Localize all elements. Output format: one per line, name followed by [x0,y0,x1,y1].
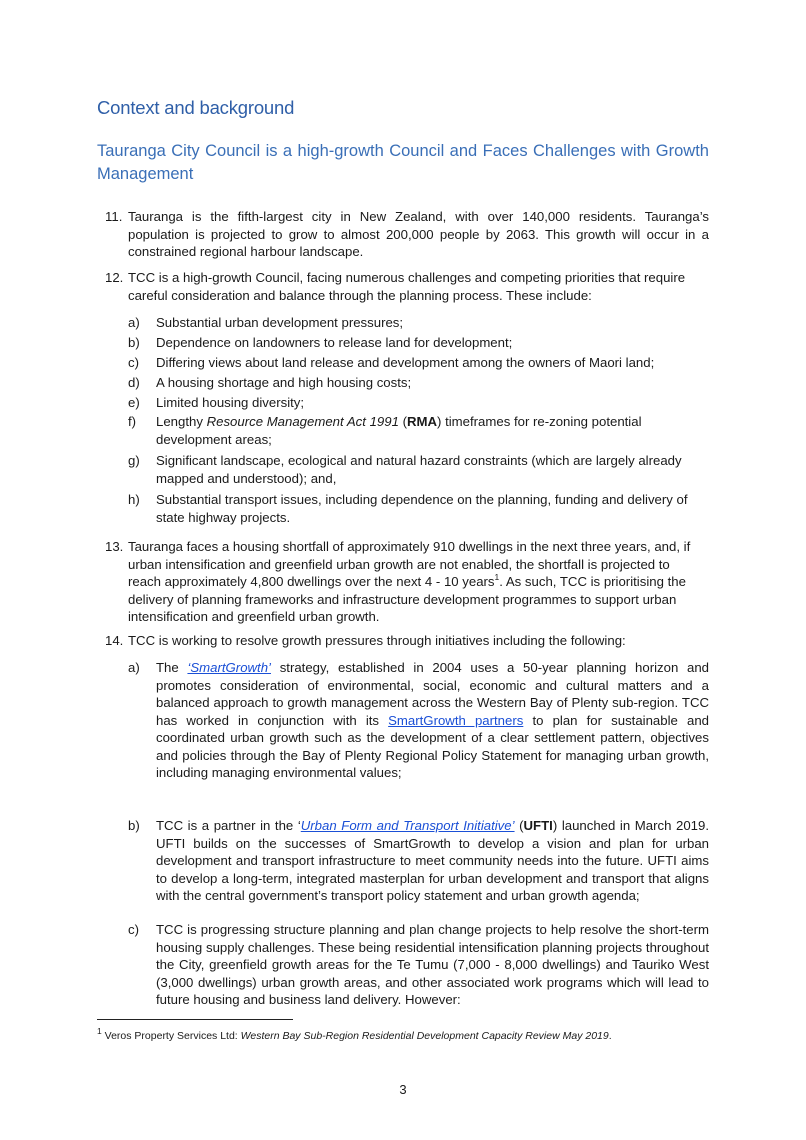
paragraph-text: TCC is a high-growth Council, facing numerous challenges and competing priorities that require careful consideration and balance through the planning process. These include: [128,270,686,303]
list-item-label: d) [128,375,140,390]
footnote [97,1025,612,1043]
paragraph-number: 14. [105,633,124,648]
list-item-label: e) [128,395,140,410]
ufti-abbreviation: UFTI [523,818,553,833]
text-run: . As such, TCC is prioritising the delivery of planning frameworks and infrastructure development programmes to support urban intensification and greenfield urban growth. [128,574,686,624]
list-item-text: Limited housing diversity; [156,395,305,410]
list-item-text: Significant landscape, ecological and natural hazard constraints (which are largely already mapped and understood); and, [156,453,682,486]
footnote-title: Western Bay Sub-Region Residential Development Capacity Review May 2019 [240,1030,609,1042]
list-item-text: Substantial transport issues, including dependence on the planning, funding and delivery of state highway projects. [156,492,688,525]
list-item-label: c) [128,355,139,370]
list-item-label: c) [128,922,139,937]
list-item-text: Substantial urban development pressures; [156,315,404,330]
paragraph-number: 12. [105,270,124,285]
list-item-label: h) [128,492,140,507]
list-item-text [156,659,709,782]
paragraph-number: 11. [105,209,123,224]
list-item-label: a) [128,315,140,330]
text-run: ( [514,818,524,833]
text-run: . [608,1030,612,1042]
list-item-label: b) [128,818,140,833]
footnote-source: Veros Property Services Ltd: [101,1030,241,1042]
smartgrowth-partners-link[interactable]: SmartGrowth partners [388,712,524,728]
paragraph-text: TCC is working to resolve growth pressures through initiatives including the following: [128,633,626,648]
footnote-separator [97,1019,293,1020]
list-item-text: Differing views about land release and development among the owners of Maori land; [156,355,655,370]
text-run: The [156,660,188,675]
text-run: Lengthy [156,414,207,429]
text-run: ) timeframes for re-zoning potential development areas; [156,414,642,447]
list-item-label: b) [128,335,140,350]
paragraph-number: 13. [105,539,124,554]
footnote-marker: 1 [97,1025,102,1036]
list-item-text: A housing shortage and high housing costs; [156,375,412,390]
footnote-reference[interactable]: 1 [494,571,500,582]
paragraph-text: Tauranga is the fifth-largest city in New Zealand, with over 140,000 residents. Tauranga’s population is projected to grow to almost 200,000 people by 2063. This growth will occur in a constrained regional harbour landscape. [128,209,709,259]
list-item-text [156,817,709,905]
text-run: strategy, established in 2004 uses a 50-year planning horizon and promotes consideration of environmental, social, economic and cultural matters and a balanced approach to growth management across the Western Bay of Plenty sub-region. TCC has worked in conjunction with its [156,660,709,728]
section-subheading: Tauranga City Council is a high-growth Council and Faces Challenges with Growth Management [97,142,709,183]
smartgrowth-link[interactable]: ‘SmartGrowth’ [187,660,271,675]
list-item-text: Dependence on landowners to release land for development; [156,335,513,350]
list-item-label: f) [128,414,137,429]
text-run: to plan for sustainable and coordinated urban growth such as the development of a clear settlement pattern, objectives and policies through the Bay of Plenty Regional Policy Statement for managing urban growth, including managing environmental values; [156,712,709,780]
section-heading: Context and background [97,97,295,118]
act-abbreviation: RMA [406,414,438,429]
ufti-link[interactable]: Urban Form and Transport Initiative’ [300,818,515,833]
list-item-label: g) [128,453,140,468]
page-number: 3 [399,1082,407,1097]
text-run: ) launched in March 2019. UFTI builds on the successes of SmartGrowth to develop a vision and plan for urban development and transport infrastructure to meet community needs into the future. UFTI aims to develop a long-term, integrated masterplan for urban development and transport that aligns with the central government’s transport policy statement and urban growth agenda; [156,818,709,903]
text-run: TCC is a partner in the ‘ [156,818,301,833]
paragraph-text [128,538,703,626]
list-item-text: TCC is progressing structure planning and plan change projects to help resolve the short-term housing supply challenges. These being residential intensification planning projects throughout the City, greenfield growth areas for the Te Tumu (7,000 - 8,000 dwellings) and Tauriko West (3,000 dwellings) urban growth areas, and other associated work programs which will lead to future housing and business land delivery. However: [156,922,709,1007]
list-item-text [156,413,676,448]
list-item-label: a) [128,660,140,675]
text-run: Tauranga faces a housing shortfall of approximately 910 dwellings in the next three years, and, if urban intensification and greenfield urban growth are not enabled, the shortfall is projected to reach approximately 4,800 dwellings over the next 4 - 10 years [128,539,691,589]
text-run: ( [398,414,407,429]
act-title: Resource Management Act 1991 [206,414,399,429]
